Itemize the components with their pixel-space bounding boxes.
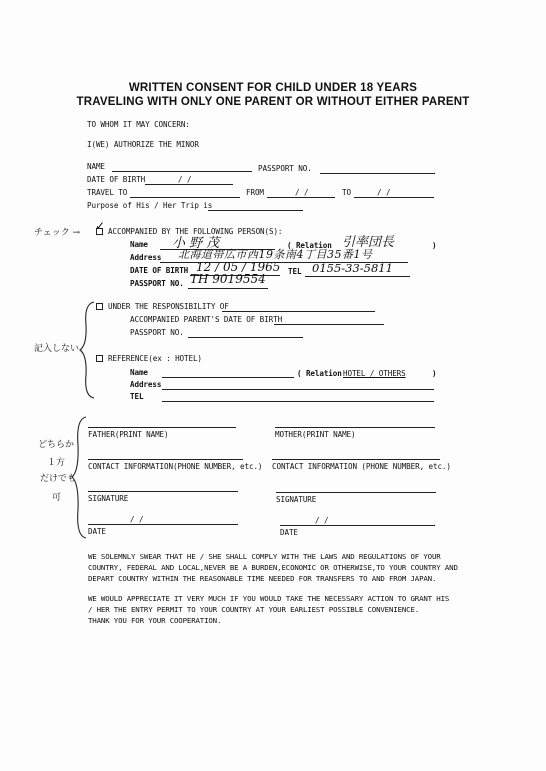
reference-relation-close: ) — [432, 369, 437, 378]
accompanied-address-value: 北海道帯広市西19条南4丁目35番1号 — [178, 248, 373, 261]
reference-relation-label: ( Relation — [297, 369, 342, 378]
closing-line-3: THANK YOU FOR YOUR COOPERATION. — [88, 616, 222, 625]
accompanied-address-label: Address — [130, 253, 162, 262]
travel-to-line[interactable] — [130, 197, 240, 198]
mother-date-separators: / / — [315, 516, 329, 525]
father-name-label: FATHER(PRINT NAME) — [88, 430, 169, 439]
margin-note-either-2: １方 — [47, 458, 66, 468]
accompanied-passport-label: PASSPORT NO. — [130, 279, 184, 288]
mother-date-line[interactable] — [280, 525, 435, 526]
mother-date-label: DATE — [280, 528, 298, 537]
responsibility-checkbox[interactable] — [96, 303, 103, 310]
oath-line-3: DEPART COUNTRY WITHIN THE REASONABLE TIME NEEDED FOR TRANSFERS TO AND FROM JAPAN. — [88, 574, 437, 583]
minor-name-line[interactable] — [112, 171, 252, 172]
oath-line-1: WE SOLEMNLY SWEAR THAT HE / SHE SHALL COMPLY WITH THE LAWS AND REGULATIONS OF YOUR — [88, 552, 441, 561]
closing-paragraph — [88, 593, 449, 626]
mother-signature-label: SIGNATURE — [276, 495, 317, 504]
accompanied-passport-line[interactable] — [188, 288, 268, 289]
father-contact-line[interactable] — [88, 459, 243, 460]
reference-name-line[interactable] — [162, 377, 294, 378]
travel-to-label: TRAVEL TO — [87, 188, 128, 197]
minor-dob-line[interactable] — [145, 184, 233, 185]
oath-line-2: COUNTRY, FEDERAL AND LOCAL,NEVER BE A BURDEN,ECONOMIC OR OTHERWISE,TO YOUR COUNTRY AND — [88, 563, 458, 572]
accompanied-relation-close: ) — [432, 241, 437, 250]
reference-relation-value: HOTEL / OTHERS — [343, 369, 406, 378]
father-contact-label: CONTACT INFORMATION(PHONE NUMBER, etc.) — [88, 462, 263, 471]
checkmark-icon: ✓ — [95, 219, 106, 233]
accompanied-tel-value: 0155-33-5811 — [312, 261, 393, 275]
father-date-label: DATE — [88, 527, 106, 536]
father-date-line[interactable] — [88, 524, 238, 525]
father-signature-line[interactable] — [88, 491, 238, 492]
minor-passport-label: PASSPORT NO. — [258, 164, 312, 173]
accompanied-relation-value: 引率団長 — [342, 235, 395, 250]
reference-tel-label: TEL — [130, 392, 144, 401]
form-title-line2: TRAVELING WITH ONLY ONE PARENT OR WITHOUT EITHER PARENT — [76, 96, 470, 108]
parent-dob-label: ACCOMPANIED PARENT'S DATE OF BIRTH — [130, 315, 283, 324]
accompanied-dob-label: DATE OF BIRTH — [130, 266, 189, 275]
from-date-separators: / / — [295, 188, 309, 197]
accompanied-passport-value: TH 9019554 — [190, 272, 266, 286]
minor-passport-line[interactable] — [320, 173, 435, 174]
accompanied-label: ACCOMPANIED BY THE FOLLOWING PERSON(S): — [108, 227, 283, 236]
father-date-separators: / / — [130, 515, 144, 524]
margin-note-either-1: どちらか — [38, 440, 75, 450]
minor-dob-label: DATE OF BIRTH — [87, 175, 146, 184]
father-name-line[interactable] — [88, 427, 236, 428]
accompanied-name-value: 小 野 茂 — [172, 236, 220, 251]
to-whom-text: TO WHOM IT MAY CONCERN: — [87, 120, 190, 129]
father-signature-label: SIGNATURE — [88, 494, 129, 503]
minor-dob-separators: / / — [178, 175, 192, 184]
purpose-label: Purpose of His / Her Trip is — [87, 201, 213, 210]
responsibility-line[interactable] — [222, 311, 375, 312]
to-date-line[interactable] — [354, 197, 434, 198]
mother-contact-label: CONTACT INFORMATION (PHONE NUMBER, etc.) — [272, 462, 451, 471]
parent-passport-line[interactable] — [188, 337, 303, 338]
to-label: TO — [342, 188, 351, 197]
accompanied-tel-line[interactable] — [305, 276, 410, 277]
mother-contact-line[interactable] — [272, 459, 440, 460]
form-title-line1: WRITTEN CONSENT FOR CHILD UNDER 18 YEARS — [128, 82, 418, 94]
reference-name-label: Name — [130, 368, 148, 377]
accompanied-dob-value: 12 / 05 / 1965 — [196, 260, 281, 274]
parent-dob-line[interactable] — [274, 324, 384, 325]
margin-note-not-fill: 記入しない — [34, 344, 80, 354]
closing-line-2: / HER THE ENTRY PERMIT TO YOUR COUNTRY AT YOUR EARLIEST POSSIBLE CONVENIENCE. — [88, 605, 420, 614]
reference-label: REFERENCE(ex : HOTEL) — [108, 354, 202, 363]
margin-note-check: チェック → — [34, 228, 81, 238]
to-date-separators: / / — [377, 188, 391, 197]
margin-note-either-3: だけでも — [40, 474, 77, 484]
accompanied-name-label: Name — [130, 240, 148, 249]
closing-line-1: WE WOULD APPRECIATE IT VERY MUCH IF YOU WOULD TAKE THE NECESSARY ACTION TO GRANT HIS — [88, 594, 450, 603]
oath-paragraph — [88, 551, 458, 584]
responsibility-label: UNDER THE RESPONSIBILITY OF — [108, 302, 229, 311]
mother-signature-line[interactable] — [276, 492, 436, 493]
purpose-line[interactable] — [208, 210, 303, 211]
from-label: FROM — [246, 188, 264, 197]
mother-name-label: MOTHER(PRINT NAME) — [275, 430, 356, 439]
accompanied-tel-label: TEL — [288, 267, 302, 276]
authorize-text: I(WE) AUTHORIZE THE MINOR — [87, 140, 199, 149]
minor-name-label: NAME — [87, 162, 105, 171]
reference-tel-line[interactable] — [162, 401, 434, 402]
margin-note-either-4: 可 — [52, 493, 62, 503]
from-date-line[interactable] — [267, 197, 335, 198]
reference-address-label: Address — [130, 380, 162, 389]
reference-address-line[interactable] — [162, 389, 434, 390]
parent-passport-label: PASSPORT NO. — [130, 328, 184, 337]
accompanied-relation-label: ( Relation — [287, 241, 332, 250]
reference-checkbox[interactable] — [96, 355, 103, 362]
brace-left-icon — [78, 300, 96, 400]
mother-name-line[interactable] — [275, 427, 435, 428]
